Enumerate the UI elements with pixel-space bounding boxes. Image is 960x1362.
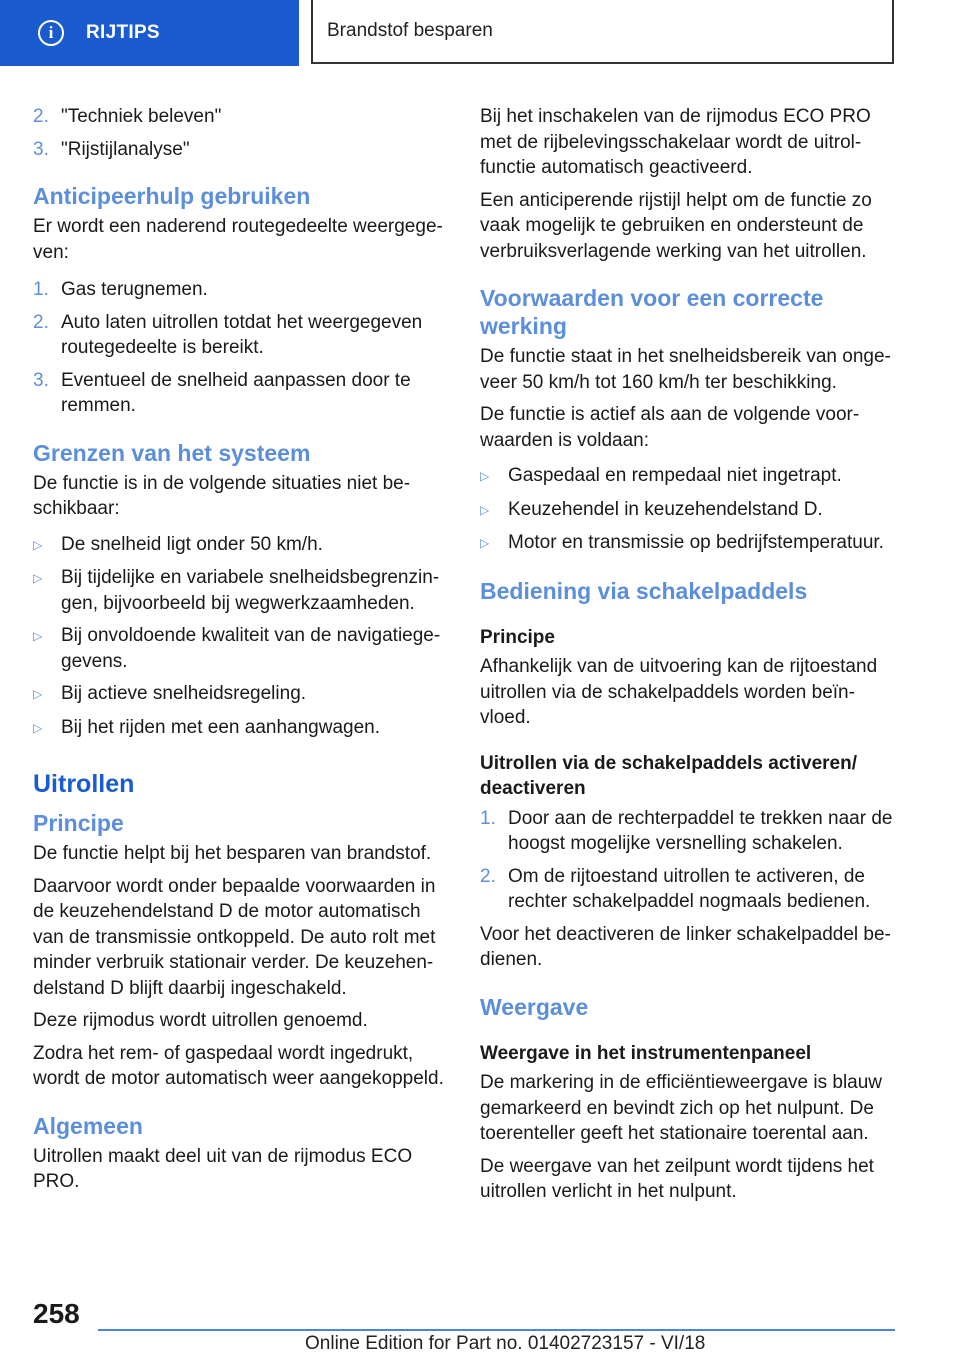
bullet-item: ▷ Gaspedaal en rempedaal niet ingetrapt. bbox=[480, 463, 898, 490]
info-icon: i bbox=[38, 20, 64, 46]
list-item: 3. Eventueel de snelheid aanpassen door te remmen. bbox=[33, 369, 411, 416]
paragraph: De functie is in de volgende situaties niet be-schikbaar: bbox=[33, 472, 411, 519]
paragraph: Een anticiperende rijstijl helpt om de functie zo vaak mogelijk te gebruiken en ondersteunt de verbruiksverlagende werking van het uitrollen. bbox=[480, 189, 872, 262]
triangle-bullet-icon: ▷ bbox=[480, 502, 490, 517]
triangle-bullet-icon: ▷ bbox=[33, 687, 43, 701]
list-item: 2. Om de rijtoestand uitrollen te activeren, de rechter schakelpaddel nogmaals bedienen. bbox=[480, 865, 871, 912]
paragraph: Deze rijmodus wordt uitrollen genoemd. bbox=[33, 1010, 368, 1031]
list-item: 2. "Techniek beleven" bbox=[33, 106, 222, 127]
heading-uitrollen: Uitrollen bbox=[33, 770, 135, 798]
bullet-item: ▷ Bij het rijden met een aanhangwagen. bbox=[33, 715, 453, 742]
paragraph: Er wordt een naderend routegedeelte weergege-ven: bbox=[33, 216, 443, 263]
bullet-item: ▷ Bij tijdelijke en variabele snelheidsbegrenzin-gen, bijvoorbeeld bij wegwerkzaamheden. bbox=[33, 565, 453, 616]
section-label: RIJTIPS bbox=[86, 22, 160, 43]
heading-grenzen: Grenzen van het systeem bbox=[33, 439, 311, 466]
paragraph: De functie helpt bij het besparen van brandstof. bbox=[33, 843, 432, 864]
paragraph: Zodra het rem- of gaspedaal wordt ingedrukt, wordt de motor automatisch weer aangekoppeld. bbox=[33, 1042, 444, 1089]
bullet-item: ▷ Bij onvoldoende kwaliteit van de navigatiege-gevens. bbox=[33, 623, 453, 674]
bullet-item: ▷ Motor en transmissie op bedrijfstemperatuur. bbox=[480, 530, 898, 557]
list-item: 1. Gas terugnemen. bbox=[33, 279, 208, 300]
paragraph: Daarvoor wordt onder bepaalde voorwaarden in de keuzehendelstand D de motor automatisch van de transmissie ontkoppeld. De auto rolt met minder verbruik stationair verder. De keuzehen-delstand D blijft daarbij ingeschakeld. bbox=[33, 875, 436, 999]
list-item: 2. Auto laten uitrollen totdat het weergegeven routegedeelte is bereikt. bbox=[33, 311, 423, 358]
edition-text: Online Edition for Part no. 01402723157 - VI/18 bbox=[305, 1333, 706, 1354]
triangle-bullet-icon: ▷ bbox=[480, 536, 490, 550]
right-column bbox=[480, 104, 898, 1212]
heading-principe: Principe bbox=[33, 810, 124, 836]
chapter-title: Brandstof besparen bbox=[327, 20, 493, 41]
triangle-bullet-icon: ▷ bbox=[33, 537, 43, 552]
triangle-bullet-icon: ▷ bbox=[33, 571, 43, 585]
paragraph: Bij het inschakelen van de rijmodus ECO PRO met de rijbelevingsschakelaar wordt de uitrol-functie automatisch geactiveerd. bbox=[480, 106, 871, 178]
bullet-item: ▷ Keuzehendel in keuzehendelstand D. bbox=[480, 497, 898, 524]
heading-anticipeerhulp: Anticipeerhulp gebruiken bbox=[33, 183, 311, 209]
section-tab bbox=[0, 0, 299, 66]
chapter-tab bbox=[311, 0, 894, 64]
left-column bbox=[33, 104, 453, 1202]
heading-bediening: Bediening via schakelpaddels bbox=[480, 577, 808, 604]
heading-instrumentenpaneel: Weergave in het instrumentenpaneel bbox=[480, 1042, 812, 1064]
triangle-bullet-icon: ▷ bbox=[33, 720, 43, 735]
paragraph: Voor het deactiveren de linker schakelpaddel be-dienen. bbox=[480, 923, 891, 970]
paragraph: De markering in de efficiëntieweergave is blauw gemarkeerd en bevindt zich op het nulpunt. De toerenteller geeft het stationaire toerental aan. bbox=[480, 1072, 883, 1144]
bullet-item: ▷ Bij actieve snelheidsregeling. bbox=[33, 681, 453, 708]
list-item: 3. "Rijstijlanalyse" bbox=[33, 138, 190, 160]
paragraph: De functie staat in het snelheidsbereik van onge-veer 50 km/h tot 160 km/h ter beschikking. bbox=[480, 346, 891, 393]
page-header bbox=[0, 0, 960, 66]
heading-principe: Principe bbox=[480, 626, 555, 648]
heading-voorwaarden: Voorwaarden voor een correcte werking bbox=[480, 285, 824, 339]
paragraph: De functie is actief als aan de volgende voor-waarden is voldaan: bbox=[480, 404, 860, 451]
heading-weergave: Weergave bbox=[480, 993, 589, 1020]
footer-divider bbox=[98, 1329, 895, 1331]
heading-algemeen: Algemeen bbox=[33, 1112, 143, 1139]
paragraph: De weergave van het zeilpunt wordt tijdens het uitrollen verlicht in het nulpunt. bbox=[480, 1155, 874, 1202]
paragraph: Afhankelijk van de uitvoering kan de rijtoestand uitrollen via de schakelpaddels worden beïn-vloed. bbox=[480, 656, 878, 728]
heading-activeren: Uitrollen via de schakelpaddels activeren/ deactiveren bbox=[480, 752, 857, 799]
triangle-bullet-icon: ▷ bbox=[33, 629, 43, 643]
list-item: 1. Door aan de rechterpaddel te trekken naar de hoogst mogelijke versnelling schakelen. bbox=[480, 807, 893, 854]
bullet-item: ▷ De snelheid ligt onder 50 km/h. bbox=[33, 532, 453, 559]
paragraph: Uitrollen maakt deel uit van de rijmodus ECO PRO. bbox=[33, 1145, 413, 1192]
triangle-bullet-icon: ▷ bbox=[480, 469, 490, 483]
page-number: 258 bbox=[33, 1298, 80, 1329]
